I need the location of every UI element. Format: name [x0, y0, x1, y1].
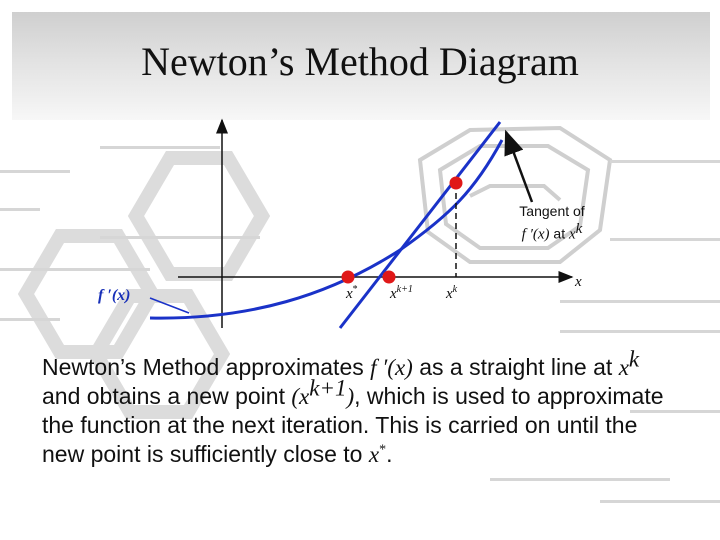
tangent-note-line1: Tangent of	[519, 203, 585, 219]
function-label: f ′(x)	[98, 287, 131, 304]
x-k-label: $x^k$	[446, 284, 458, 302]
x-k-plus-1-label: $x^{k+1}$	[390, 284, 413, 302]
explanation-text: Newton’s Method approximates f ′(x) as a straight line at $x^k$ and obtains a new point $(x^{k+1})$, which is used to approximate the function at the next iteration. This is carried on until the new point is sufficiently close to x*.	[42, 346, 664, 467]
tangent-note-line2: f ′(x) at $x^k$	[521, 221, 583, 243]
x-axis-label: x	[575, 274, 582, 290]
tangent-line	[340, 122, 500, 328]
tangent-note-arrow	[506, 132, 532, 202]
x-star-point	[342, 271, 355, 284]
page-title: Newton’s Method Diagram	[141, 39, 579, 84]
x-star-label: x*	[346, 284, 358, 302]
tangent-note	[506, 202, 598, 244]
function-label-arrow	[150, 298, 189, 313]
x-k-point	[450, 177, 463, 190]
x-k-plus-1-point	[383, 271, 396, 284]
